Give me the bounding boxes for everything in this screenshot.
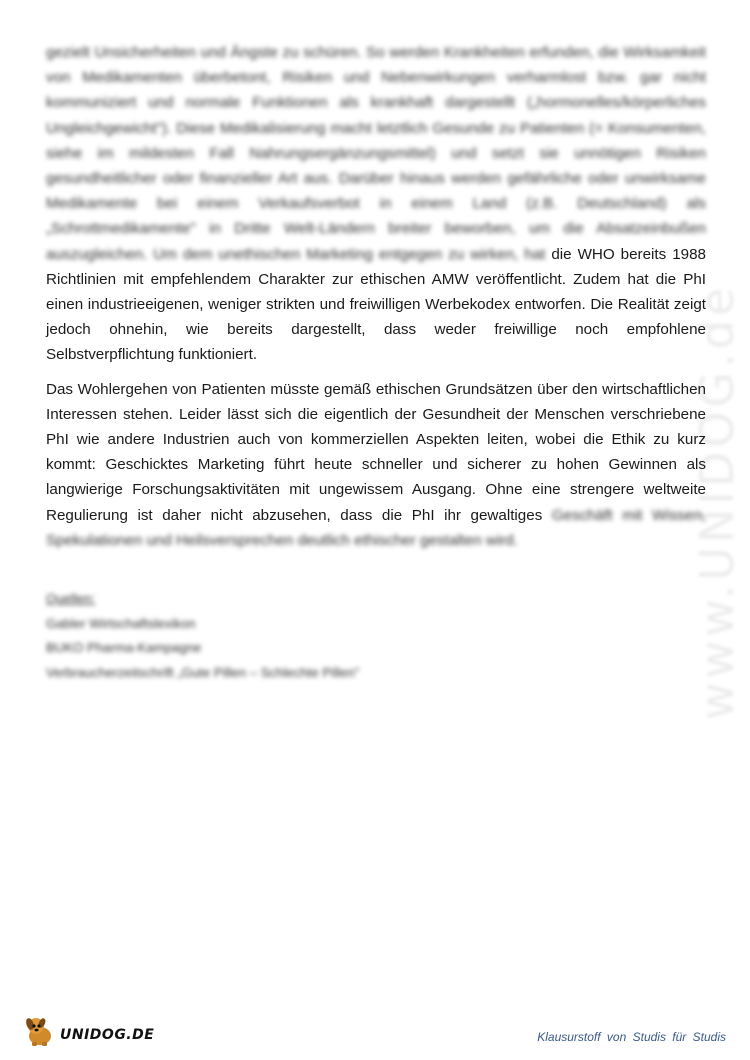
source-item: Gabler Wirtschaftslexikon [46, 615, 196, 631]
paragraph-1 [46, 40, 706, 368]
footer-tagline: Klausurstoff von Studis für Studis [537, 1030, 726, 1044]
paragraph-1-blurred-text: gezielt Unsicherheiten und Ängste zu schüren. So werden Krankheiten erfunden, die Wirksamkeit von Medikamenten überbetont, Risiken und Nebenwirkungen verharmlost bzw. gar nicht kommuniziert und normale Funktionen als krankhaft dargestellt („hormonelles/körperliches Ungleichgewicht"). Diese Medikalisierung macht letztlich Gesunde zu Patienten (= Konsumenten, siehe im mildesten Fall Nahrungsergänzungsmittel) und setzt sie unnötigen Risiken gesundheitlicher oder finanzieller Art aus. Darüber hinaus werden gefährliche oder unwirksame Medikamente bei einem Verkaufsverbot in einem Land (z.B. Deutschland) als „Schrottmedikamente" in Dritte Welt-Ländern breiter beworben, um die Absatzeinbußen auszugleichen. Um dem unethischen Marketing entgegen zu wirken, hat [46, 44, 706, 263]
document-page [46, 40, 706, 685]
sources-section [46, 587, 706, 685]
watermark: www.UNIDOG.de [690, 283, 744, 720]
footer-logo[interactable] [22, 1014, 154, 1048]
source-item: Verbraucherzeitschrift „Gute Pillen – Schlechte Pillen" [46, 664, 360, 680]
sources-heading: Quellen: [46, 591, 96, 607]
dog-mascot-icon [22, 1014, 58, 1048]
paragraph-2-blurred-text: Geschäft mit Wissen, Spekulationen und Heilsversprechen deutlich ethischer gestalten wird. [46, 506, 706, 549]
paragraph-2-visible-text: Das Wohlergehen von Patienten müsste gemäß ethischen Grundsätzen über den wirtschaftlichen Interessen stehen. Leider lässt sich die eigentlich der Gesundheit der Menschen verschriebene PhI wie andere Industrien auch von kommerziellen Aspekten leiten, wobei die Ethik zu kurz kommt: Geschicktes Marketing führt heute schneller und sicherer zu hohen Gewinnen als langwierige Forschungsaktivitäten mit ungewissem Ausgang. Ohne eine strengere weltweite Regulierung ist daher nicht abzusehen, dass die PhI ihr gewaltiges [46, 380, 706, 524]
logo-text: UNIDOG.DE [60, 1027, 155, 1043]
paragraph-2 [46, 377, 706, 553]
paragraph-1-visible-text: die WHO bereits 1988 Richtlinien mit empfehlendem Charakter zur ethischen AMW veröffentlicht. Zudem hat die PhI einen industrieeigenen, weniger strikten und freiwilligen Werbekodex entworfen. Die Realität zeigt jedoch ohnehin, wie bereits dargestellt, dass weder freiwillige noch empfohlene Selbstverpflichtung funktioniert. [46, 245, 706, 364]
source-item: BUKO Pharma-Kampagne [46, 640, 202, 656]
